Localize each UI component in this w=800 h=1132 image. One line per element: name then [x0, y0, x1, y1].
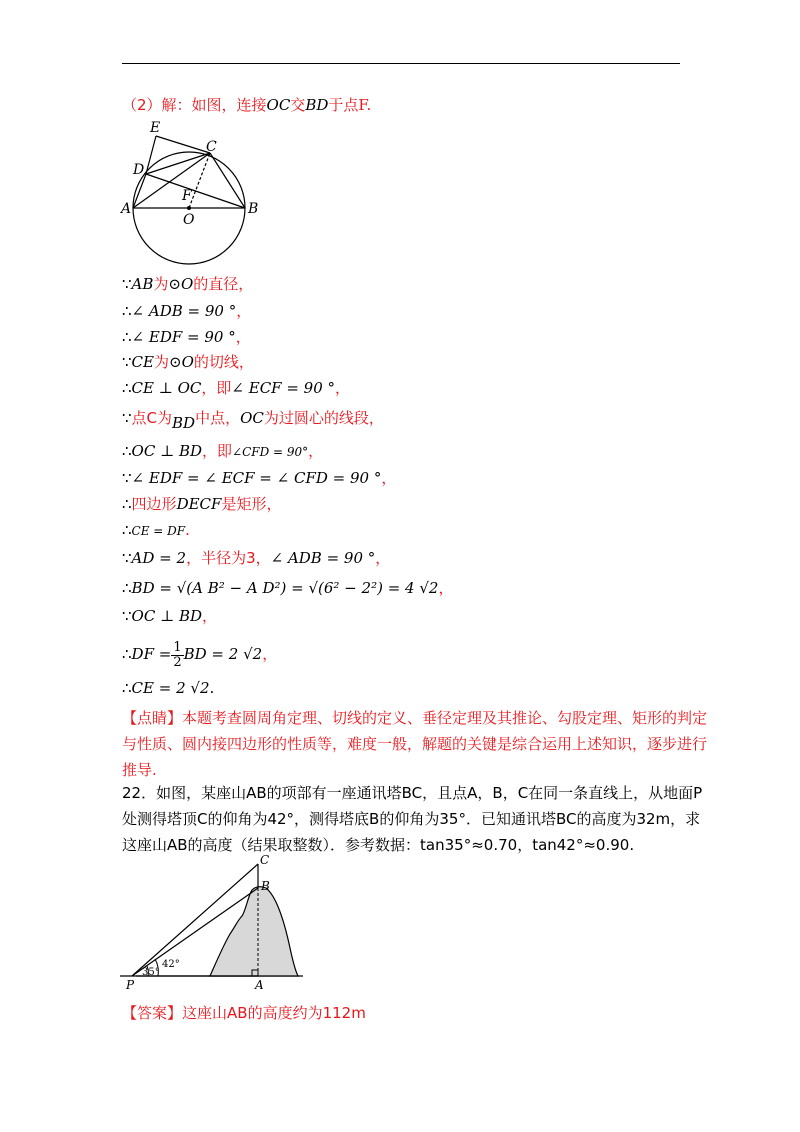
angle-42: 42°	[162, 959, 180, 970]
intro-bd: BD	[305, 96, 329, 114]
answer-text: 这座山AB的高度约为112m	[182, 1004, 366, 1022]
proof-line-11: ∵AD = 2，半径为3，∠ ADB = 90 °，	[122, 549, 391, 567]
question-22: 22．如图，某座山AB的项部有一座通讯塔BC，且点A，B，C在同一条直线上，从地面P 处测得塔顶C的仰角为42°，测得塔底B的仰角为35°．已知通讯塔BC的高度为32m，求 这座山AB的高度（结果取整数）．参考数据：tan35°≈0.70，tan42°≈0.90.	[122, 784, 703, 854]
intro-mid: 交	[290, 96, 306, 114]
intro-suffix: 于点	[328, 96, 359, 114]
intro-oc: OC	[266, 96, 291, 114]
proof-line-7: ∴OC ⊥ BD，即∠CFD = 90°，	[122, 442, 324, 460]
proof-line-13: ∵OC ⊥ BD，	[122, 607, 218, 625]
circle-figure	[120, 118, 270, 263]
label-c2: C	[260, 853, 270, 867]
proof-line-8: ∵∠ EDF = ∠ ECF = ∠ CFD = 90 °，	[122, 469, 397, 487]
label-e: E	[150, 120, 161, 136]
label-d: D	[133, 162, 145, 178]
comment-label: 【点睛】	[122, 709, 183, 727]
comment-block: 【点睛】本题考查圆周角定理、切线的定义、垂径定理及其推论、勾股定理、矩形的判定 与性质、圆内接四边形的性质等，难度一般，解题的关键是综合运用上述知识，逐步进行 推导.	[122, 709, 708, 779]
label-p: P	[126, 978, 135, 992]
header-rule	[122, 63, 680, 64]
proof-line-14: ∴DF = $\frac{1}{2}$ BD = 2 √2，	[122, 639, 278, 670]
part2-intro	[122, 95, 371, 115]
label-b: B	[248, 201, 259, 217]
label-a: A	[121, 201, 132, 217]
proof-line-5: ∴CE ⊥ OC，即∠ ECF = 90 °，	[122, 379, 351, 397]
answer-line	[122, 1003, 366, 1023]
label-c: C	[206, 139, 217, 155]
proof-line-3: ∴∠ EDF = 90 °，	[122, 328, 251, 346]
proof-line-15: ∴CE = 2 √2.	[122, 679, 215, 697]
label-a2: A	[255, 978, 264, 992]
intro-prefix: （2）解：如图，连接	[122, 96, 267, 114]
proof-line-6: ∵点C为BD中点，OC为过圆心的线段，	[122, 409, 384, 432]
label-o: O	[183, 212, 195, 228]
proof-line-12: ∴BD = √(A B² − A D²) = √(6² − 2²) = 4 √2，	[122, 579, 454, 597]
proof-line-4: ∵CE为⊙O的切线，	[122, 353, 254, 371]
answer-label: 【答案】	[122, 1004, 183, 1022]
proof-line-2: ∴∠ ADB = 90 °，	[122, 302, 252, 320]
proof-line-9: ∴四边形DECF是矩形，	[122, 495, 282, 513]
mountain-figure	[118, 852, 308, 992]
label-f: F	[182, 188, 192, 204]
angle-35: 35°	[142, 967, 160, 978]
proof-line-1: ∵AB为⊙O的直径，	[122, 275, 254, 293]
proof-line-10: ∴CE = DF.	[122, 521, 190, 539]
intro-f: F.	[358, 96, 372, 114]
label-b2: B	[261, 879, 270, 893]
